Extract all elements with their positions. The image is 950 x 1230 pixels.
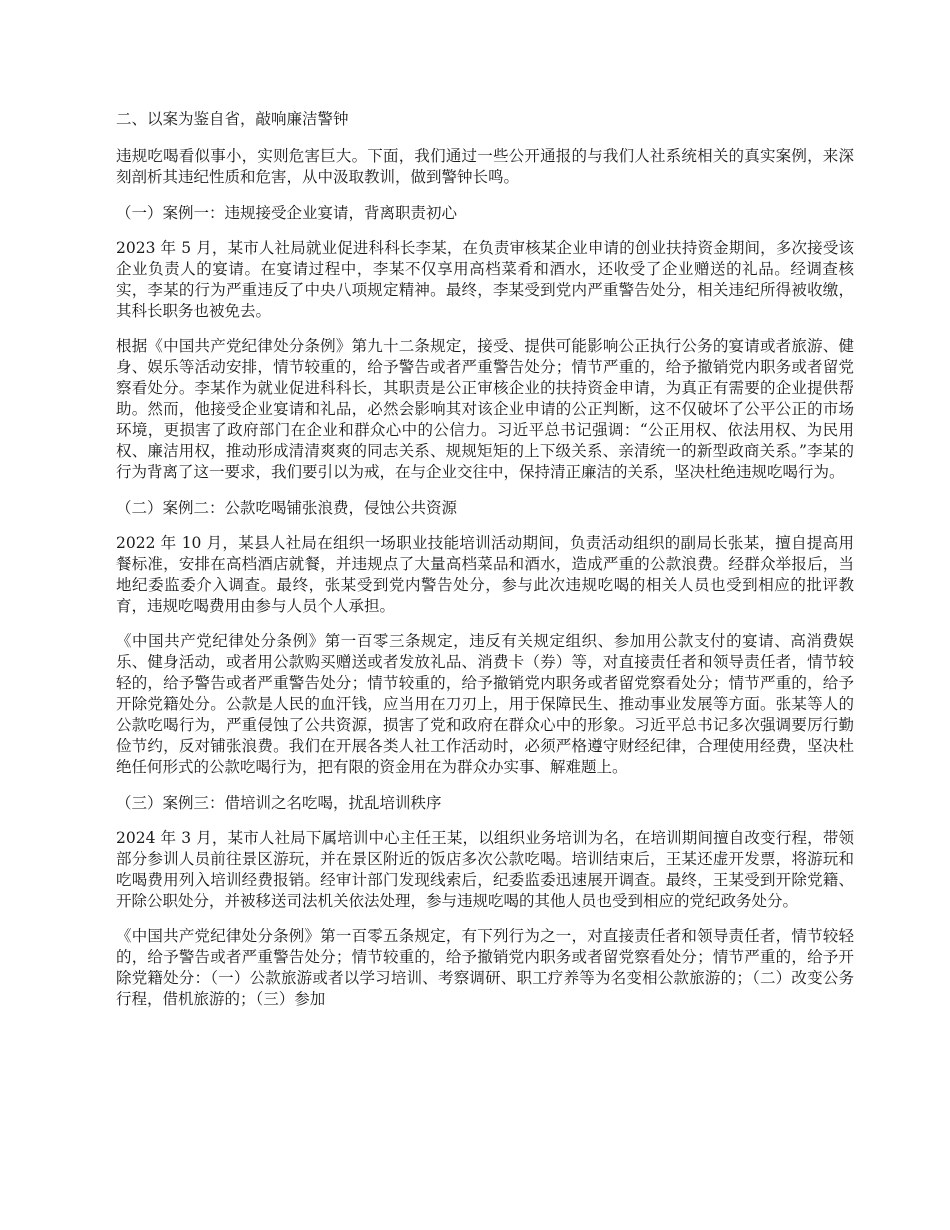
case-1-paragraph-1: 2023 年 5 月，某市人社局就业促进科科长李某，在负责审核某企业申请的创业扶持资金期间，多次接受该企业负责人的宴请。在宴请过程中，李某不仅享用高档菜肴和酒水，还收受了企业赠送的礼品。经调查核实，李某的行为严重违反了中央八项规定精神。最终，李某受到党内严重警告处分，相关违纪所得被收缴，其科长职务也被免去。	[116, 239, 854, 320]
case-3-title: （三）案例三：借培训之名吃喝，扰乱培训秩序	[116, 794, 442, 812]
document-page	[116, 108, 854, 1024]
case-1-title: （一）案例一：违规接受企业宴请，背离职责初心	[116, 204, 458, 222]
section-title: 二、以案为鉴自省，敲响廉洁警钟	[116, 110, 349, 128]
case-1-paragraph-2: 根据《中国共产党纪律处分条例》第九十二条规定，接受、提供可能影响公正执行公务的宴请或者旅游、健身、娱乐等活动安排，情节较重的，给予警告或者严重警告处分；情节严重的，给予撤销党内职务或者留党察看处分。李某作为就业促进科科长，其职责是公正审核企业的扶持资金申请，为真正有需要的企业提供帮助。然而，他接受企业宴请和礼品，必然会影响其对该企业申请的公正判断，这不仅破坏了公平公正的市场环境，更损害了政府部门在企业和群众心中的公信力。习近平总书记强调：“公正用权、依法用权、为民用权、廉洁用权，推动形成清清爽爽的同志关系、规规矩矩的上下级关系、亲清统一的新型政商关系。”李某的行为背离了这一要求，我们要引以为戒，在与企业交往中，保持清正廉洁的关系，坚决杜绝违规吃喝行为。	[116, 337, 854, 481]
case-2-paragraph-1: 2022 年 10 月，某县人社局在组织一场职业技能培训活动期间，负责活动组织的副局长张某，擅自提高用餐标准，安排在高档酒店就餐，并违规点了大量高档菜品和酒水，造成严重的公款浪费。经群众举报后，当地纪委监委介入调查。最终，张某受到党内警告处分，参与此次违规吃喝的相关人员也受到相应的批评教育，违规吃喝费用由参与人员个人承担。	[116, 534, 854, 615]
case-2-paragraph-2: 《中国共产党纪律处分条例》第一百零三条规定，违反有关规定组织、参加用公款支付的宴请、高消费娱乐、健身活动，或者用公款购买赠送或者发放礼品、消费卡（券）等，对直接责任者和领导责任者，情节较轻的，给予警告或者严重警告处分；情节较重的，给予撤销党内职务或者留党察看处分；情节严重的，给予开除党籍处分。公款是人民的血汗钱，应当用在刀刃上，用于保障民生、推动事业发展等方面。张某等人的公款吃喝行为，严重侵蚀了公共资源，损害了党和政府在群众心中的形象。习近平总书记多次强调要厉行勤俭节约，反对铺张浪费。我们在开展各类人社工作活动时，必须严格遵守财经纪律，合理使用经费，坚决杜绝任何形式的公款吃喝行为，把有限的资金用在为群众办实事、解难题上。	[116, 632, 854, 776]
case-2-title: （二）案例二：公款吃喝铺张浪费，侵蚀公共资源	[116, 499, 458, 517]
case-3-paragraph-1: 2024 年 3 月，某市人社局下属培训中心主任王某，以组织业务培训为名，在培训期间擅自改变行程，带领部分参训人员前往景区游玩，并在景区附近的饭店多次公款吃喝。培训结束后，王某还虚开发票，将游玩和吃喝费用列入培训经费报销。经审计部门发现线索后，纪委监委迅速展开调查。最终，王某受到开除党籍、开除公职处分，并被移送司法机关依法处理，参与违规吃喝的其他人员也受到相应的党纪政务处分。	[116, 829, 854, 910]
case-3-paragraph-2: 《中国共产党纪律处分条例》第一百零五条规定，有下列行为之一，对直接责任者和领导责任者，情节较轻的，给予警告或者严重警告处分；情节较重的，给予撤销党内职务或者留党察看处分；情节严重的，给予开除党籍处分：（一）公款旅游或者以学习培训、考察调研、职工疗养等为名变相公款旅游的；（二）改变公务行程，借机旅游的；（三）参加	[116, 927, 854, 1008]
intro-paragraph: 违规吃喝看似事小，实则危害巨大。下面，我们通过一些公开通报的与我们人社系统相关的真实案例，来深刻剖析其违纪性质和危害，从中汲取教训，做到警钟长鸣。	[116, 147, 854, 186]
